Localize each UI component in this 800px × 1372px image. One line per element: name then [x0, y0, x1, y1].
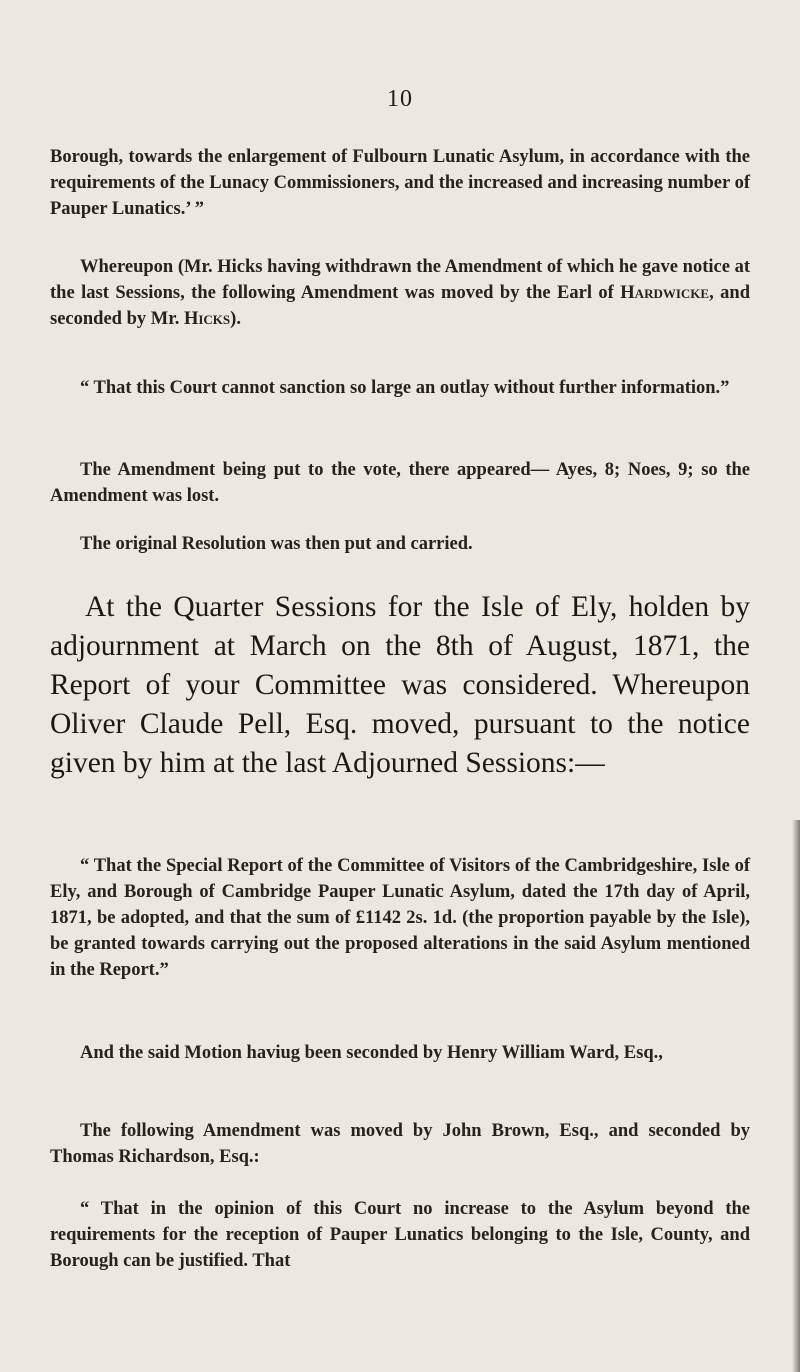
quote-special-report: “ That the Special Report of the Committee of Visitors of the Cambridgeshire, Isle of Ely, and Borough of Cambridge Pauper Lunatic Asylum, dated the 17th day of April, 1871, be adopted, and that the sum of £1142 2s. 1d. (the proportion payable by the Isle), be granted towards carrying out the proposed alterations in the said Asylum mentioned in the Report.” [50, 856, 750, 980]
paragraph-text: Whereupon (Mr. Hicks having withdrawn the Amendment of which he gave notice at the last Sessions, the following Amendment was moved by the Earl of [50, 257, 750, 303]
paragraph-motion-seconded: And the said Motion haviug been seconded by Henry William Ward, Esq., [80, 1043, 663, 1063]
paragraph-whereupon-hicks [50, 254, 750, 332]
paragraph-text: , and seconded by Mr. [50, 283, 751, 329]
paragraph-resolution-carried: The original Resolution was then put and carried. [80, 534, 473, 554]
name-hicks: Hicks [183, 309, 231, 329]
quote-amendment: “ That this Court cannot sanction so large an outlay without further information.” [80, 378, 730, 398]
paragraph-quarter-sessions: At the Quarter Sessions for the Isle of Ely, holden by adjournment at March on the 8th of August, 1871, the Report of your Committee was considered. Whereupon Oliver Claude Pell, Esq. moved, pursuant to the notice given by him at the last Adjourned Sessions:— [50, 591, 750, 779]
quote-opinion-of-court: “ That in the opinion of this Court no increase to the Asylum beyond the requirements for the reception of Pauper Lunatics belonging to the Isle, County, and Borough can be justified. That [50, 1199, 750, 1271]
paragraph-text: ). [230, 309, 241, 329]
page-number: 10 [387, 86, 413, 112]
paragraph-vote-result: The Amendment being put to the vote, there appeared— Ayes, 8; Noes, 9; so the Amendment was lost. [50, 460, 750, 506]
paragraph-borough-enlargement: Borough, towards the enlargement of Fulbourn Lunatic Asylum, in accordance with the requirements of the Lunacy Commissioners, and the increased and increasing number of Pauper Lunatics.’ ” [50, 147, 750, 219]
name-hardwicke: Hardwicke [620, 283, 710, 303]
page-edge-shadow [792, 820, 800, 1372]
paragraph-following-amendment: The following Amendment was moved by John Brown, Esq., and seconded by Thomas Richardson, Esq.: [50, 1121, 750, 1167]
